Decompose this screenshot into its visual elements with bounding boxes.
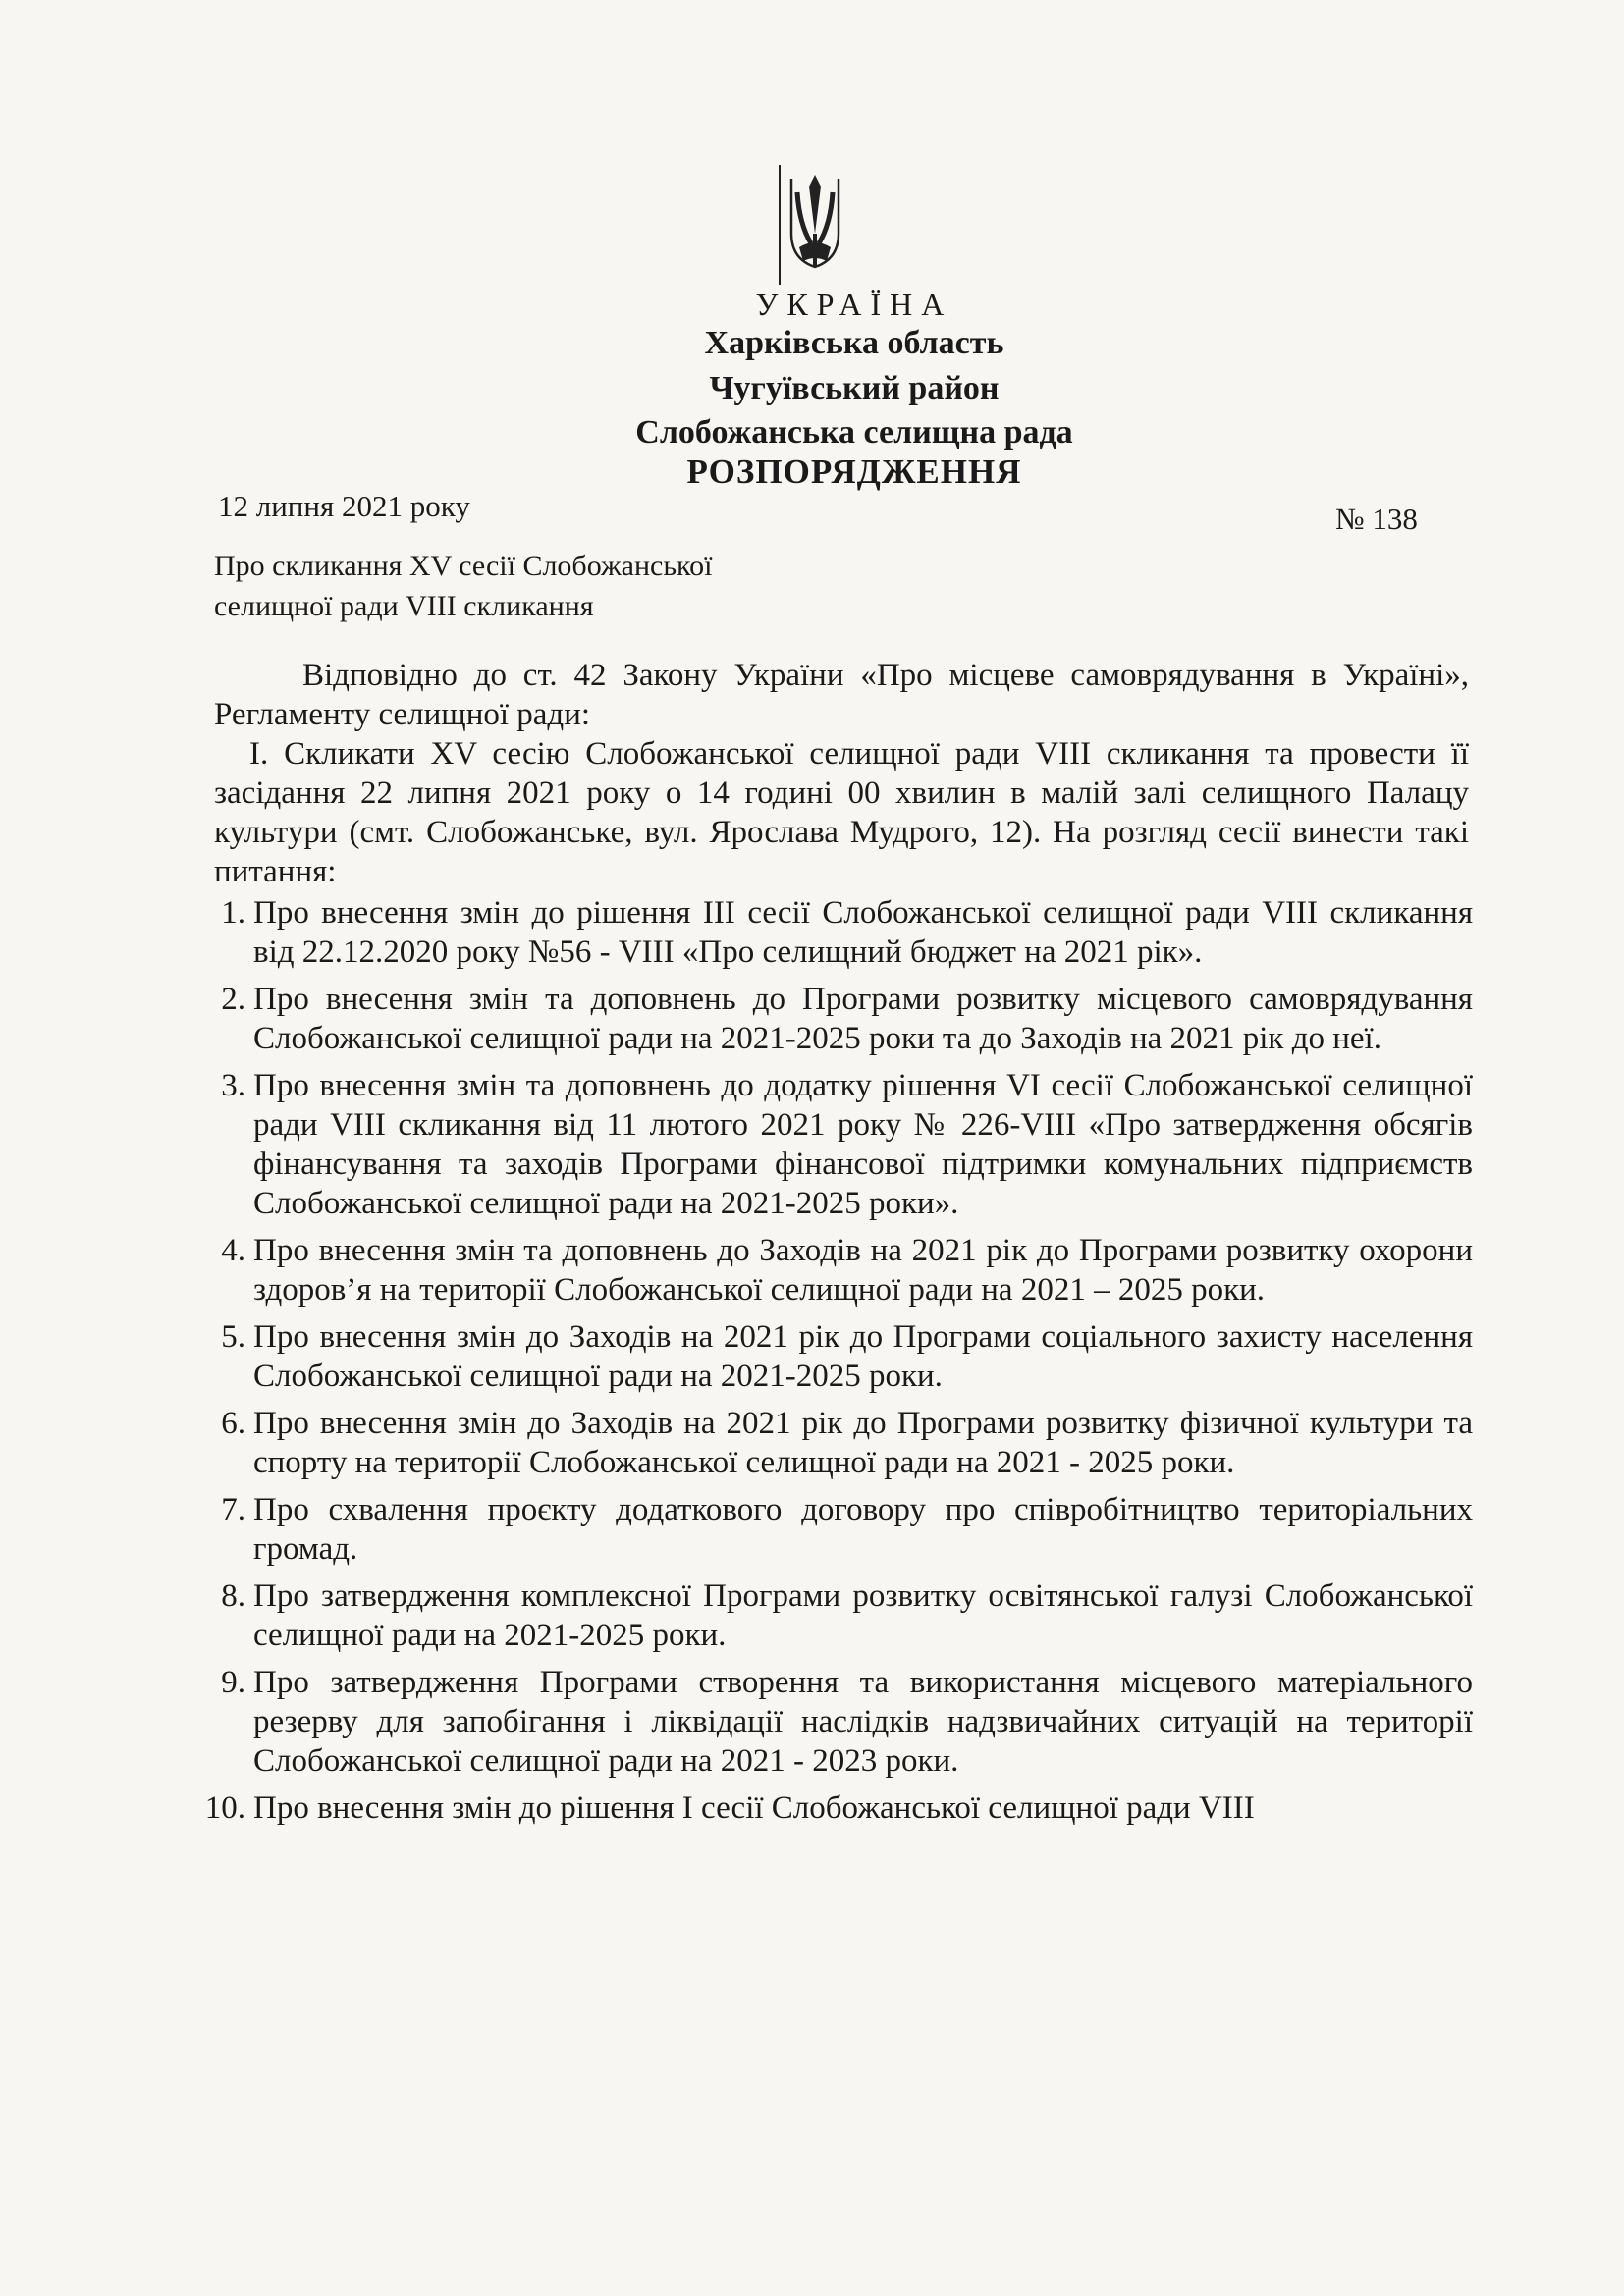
document-date: 12 липня 2021 року bbox=[218, 489, 470, 523]
item-text: Про внесення змін та доповнень до Програми розвитку місцевого самоврядування Слобожанської селищної ради на 2021-2025 роки та до Заходів на 2021 рік до неї. bbox=[253, 982, 1473, 1056]
country-name: УКРАЇНА bbox=[755, 287, 953, 322]
trident-emblem-icon bbox=[778, 165, 852, 285]
list-item bbox=[187, 1576, 1473, 1655]
item-number: 6. bbox=[221, 1406, 245, 1441]
item-text: Про внесення змін та доповнень до Заходів на 2021 рік до Програми розвитку охорони здоров’я на території Слобожанської селищної ради на 2021 – 2025 роки. bbox=[253, 1233, 1473, 1308]
agenda-list bbox=[187, 893, 1473, 1836]
item-text: Про затвердження Програми створення та використання місцевого матеріального резерву для запобігання і ліквідації наслідків надзвичайних ситуацій на території Слобожанської селищної ради на 2021 - 2023 роки. bbox=[253, 1665, 1473, 1779]
list-item bbox=[187, 1490, 1473, 1569]
item-text: Про внесення змін до Заходів на 2021 рік до Програми соціального захисту населення Слобожанської селищної ради на 2021-2025 роки. bbox=[253, 1319, 1473, 1394]
item-text: Про внесення змін до рішення І сесії Слобожанської селищної ради VIII bbox=[253, 1790, 1255, 1826]
document-number: № 138 bbox=[1335, 502, 1418, 536]
item-number: 10. bbox=[204, 1790, 245, 1826]
item-text: Про схвалення проєкту додаткового договору про співробітництво територіальних громад. bbox=[253, 1492, 1473, 1567]
list-item bbox=[187, 980, 1473, 1058]
council-name: Слобожанська селищна рада bbox=[635, 414, 1073, 451]
document-type: РОЗПОРЯДЖЕННЯ bbox=[686, 453, 1022, 491]
item-text: Про внесення змін до рішення ІІІ сесії Слобожанської селищної ради VIII скликання від 22.12.2020 року №56 - VIII «Про селищний бюджет на 2021 рік». bbox=[253, 895, 1473, 970]
subject-line: селищної ради VIII скликання bbox=[214, 590, 594, 622]
clause-paragraph: І. Скликати XV сесію Слобожанської селищної ради VIII скликання та провести її засідання 22 липня 2021 року о 14 годині 00 хвилин в малій залі селищного Палацу культури (смт. Слобожанське, вул. Ярослава Мудрого, 12). На розгляд сесії винести такі питання: bbox=[214, 736, 1469, 889]
raion-name: Чугуївський район bbox=[709, 370, 1000, 406]
item-text: Про внесення змін до Заходів на 2021 рік до Програми розвитку фізичної культури та спорту на території Слобожанської селищної ради на 2021 - 2025 роки. bbox=[253, 1406, 1473, 1480]
item-number: 9. bbox=[221, 1665, 245, 1700]
item-number: 7. bbox=[221, 1492, 245, 1527]
list-item bbox=[187, 1066, 1473, 1223]
item-number: 8. bbox=[221, 1578, 245, 1614]
list-item bbox=[187, 1789, 1473, 1828]
item-number: 4. bbox=[221, 1233, 245, 1268]
list-item bbox=[187, 1317, 1473, 1396]
list-item bbox=[187, 1404, 1473, 1482]
item-text: Про внесення змін та доповнень до додатку рішення VI сесії Слобожанської селищної ради VIII скликання від 11 лютого 2021 року № 226-VIII «Про затвердження обсягів фінансування та заходів Програми фінансової підтримки комунальних підприємств Слобожанської селищної ради на 2021-2025 роки». bbox=[253, 1068, 1473, 1221]
list-item bbox=[187, 893, 1473, 972]
list-item bbox=[187, 1663, 1473, 1781]
subject-line: Про скликання XV сесії Слобожанської bbox=[214, 550, 713, 582]
item-number: 5. bbox=[221, 1319, 245, 1355]
oblast-name: Харківська область bbox=[704, 325, 1004, 361]
item-text: Про затвердження комплексної Програми розвитку освітянської галузі Слобожанської селищної ради на 2021-2025 роки. bbox=[253, 1578, 1473, 1653]
preamble-paragraph: Відповідно до ст. 42 Закону України «Про місцеве самоврядування в Україні», Регламенту селищної ради: bbox=[214, 658, 1469, 732]
item-number: 2. bbox=[221, 982, 245, 1017]
item-number: 3. bbox=[221, 1068, 245, 1103]
item-number: 1. bbox=[221, 895, 245, 931]
document-subject bbox=[214, 546, 901, 626]
list-item bbox=[187, 1231, 1473, 1309]
